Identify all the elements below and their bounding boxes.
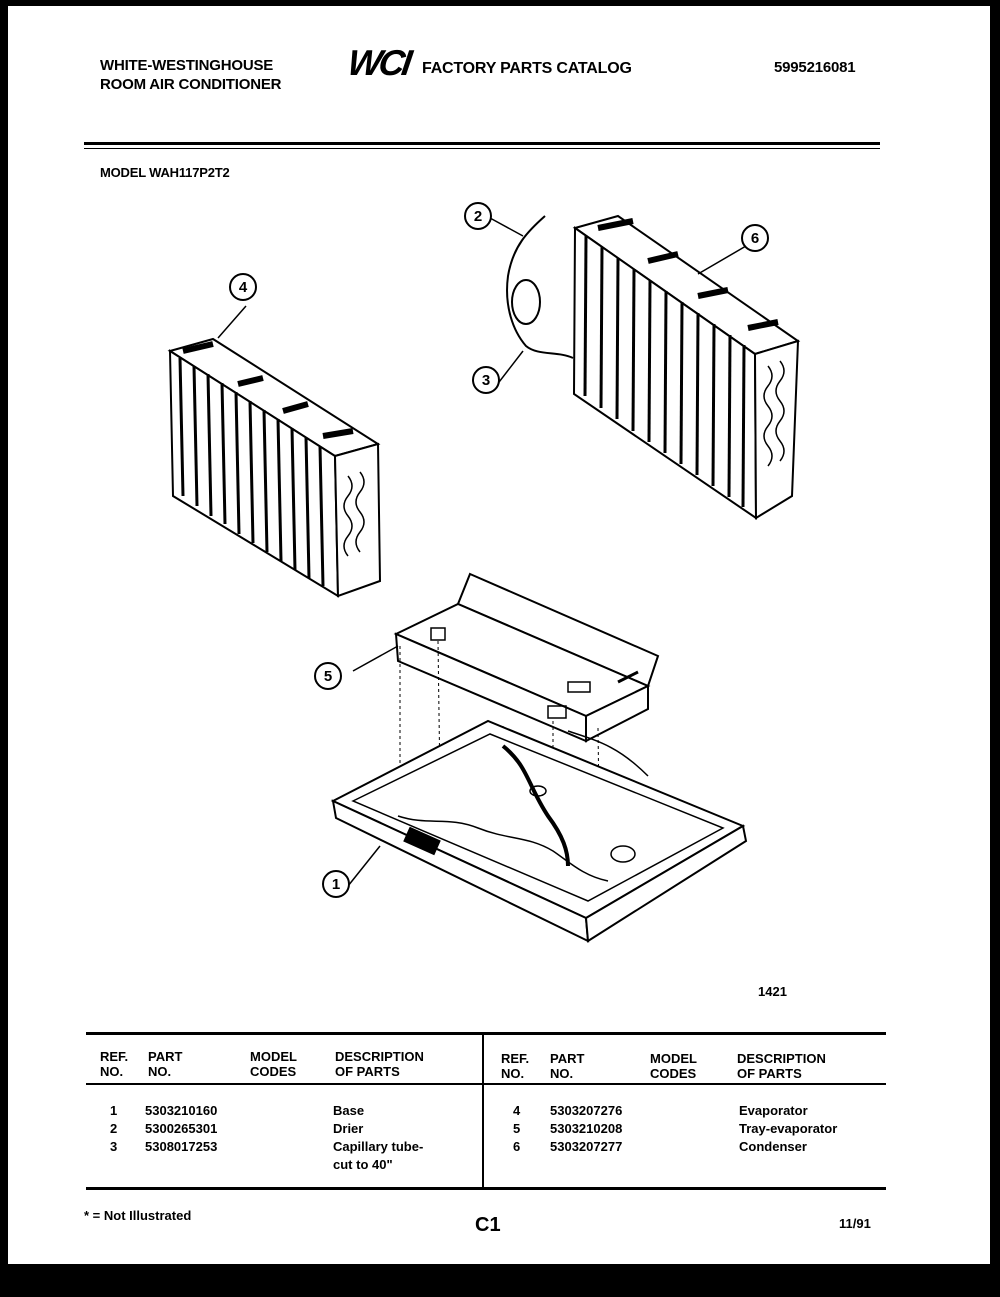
callout-5: 5: [323, 668, 333, 685]
page-code: C1: [475, 1214, 501, 1236]
catalog-number: 5995216081: [774, 59, 856, 76]
col-header-codes-right: MODEL CODES: [650, 1051, 697, 1081]
condenser-illustration: [574, 216, 798, 518]
catalog-page: WHITE-WESTINGHOUSE ROOM AIR CONDITIONER WCI FACTORY PARTS CATALOG 5995216081 MODEL WAH117P2T2 1 2 3 4 5 6 1421 REF. NO. PART NO. MODEL CODES DESCRIPTION OF PARTS REF. NO. PART NO. MODEL CODES DESCRIPTION OF PARTS 1 5303210160 Base 2 5300265301 Drier 3 5308017253 Capillary tube- cut to 40" 4 5303207276 Evaporator 5 5303210208 Tray-evaporator 6 5303207277 Condenser * = Not Illustrated C1 11/91: [8, 6, 990, 1264]
revision-date: 11/91: [839, 1216, 871, 1231]
callout-6: 6: [750, 230, 760, 247]
figure-number: 1421: [758, 984, 787, 996]
callout-1: 1: [331, 876, 341, 893]
parts-diagram: [8, 6, 990, 996]
drier-capillary-illustration: [490, 216, 573, 386]
base-illustration: [333, 721, 746, 941]
brand-name: WHITE-WESTINGHOUSE: [100, 57, 274, 74]
tray-evaporator-illustration: [353, 574, 658, 741]
callout-2: 2: [473, 208, 483, 225]
col-header-desc-right: DESCRIPTION OF PARTS: [737, 1051, 826, 1081]
table-center-divider: [482, 1035, 484, 1187]
col-header-part-right: PART NO.: [550, 1051, 585, 1081]
wci-logo: WCI: [345, 42, 412, 83]
catalog-title: FACTORY PARTS CATALOG: [422, 60, 632, 77]
evaporator-illustration: [170, 306, 380, 596]
table-header-rule: [86, 1083, 886, 1085]
table-bottom-rule: [86, 1187, 886, 1190]
table-top-rule: [86, 1032, 886, 1035]
col-header-part: PART NO.: [148, 1049, 183, 1079]
col-header-ref: REF. NO.: [100, 1049, 129, 1079]
model-label: MODEL WAH117P2T2: [100, 165, 230, 180]
col-header-codes: MODEL CODES: [250, 1049, 297, 1079]
col-header-desc: DESCRIPTION OF PARTS: [335, 1049, 424, 1079]
callout-4: 4: [238, 279, 248, 296]
col-header-ref-right: REF. NO.: [501, 1051, 530, 1081]
callout-3: 3: [481, 372, 491, 389]
product-type: ROOM AIR CONDITIONER: [100, 76, 282, 93]
not-illustrated-note: * = Not Illustrated: [84, 1208, 192, 1223]
